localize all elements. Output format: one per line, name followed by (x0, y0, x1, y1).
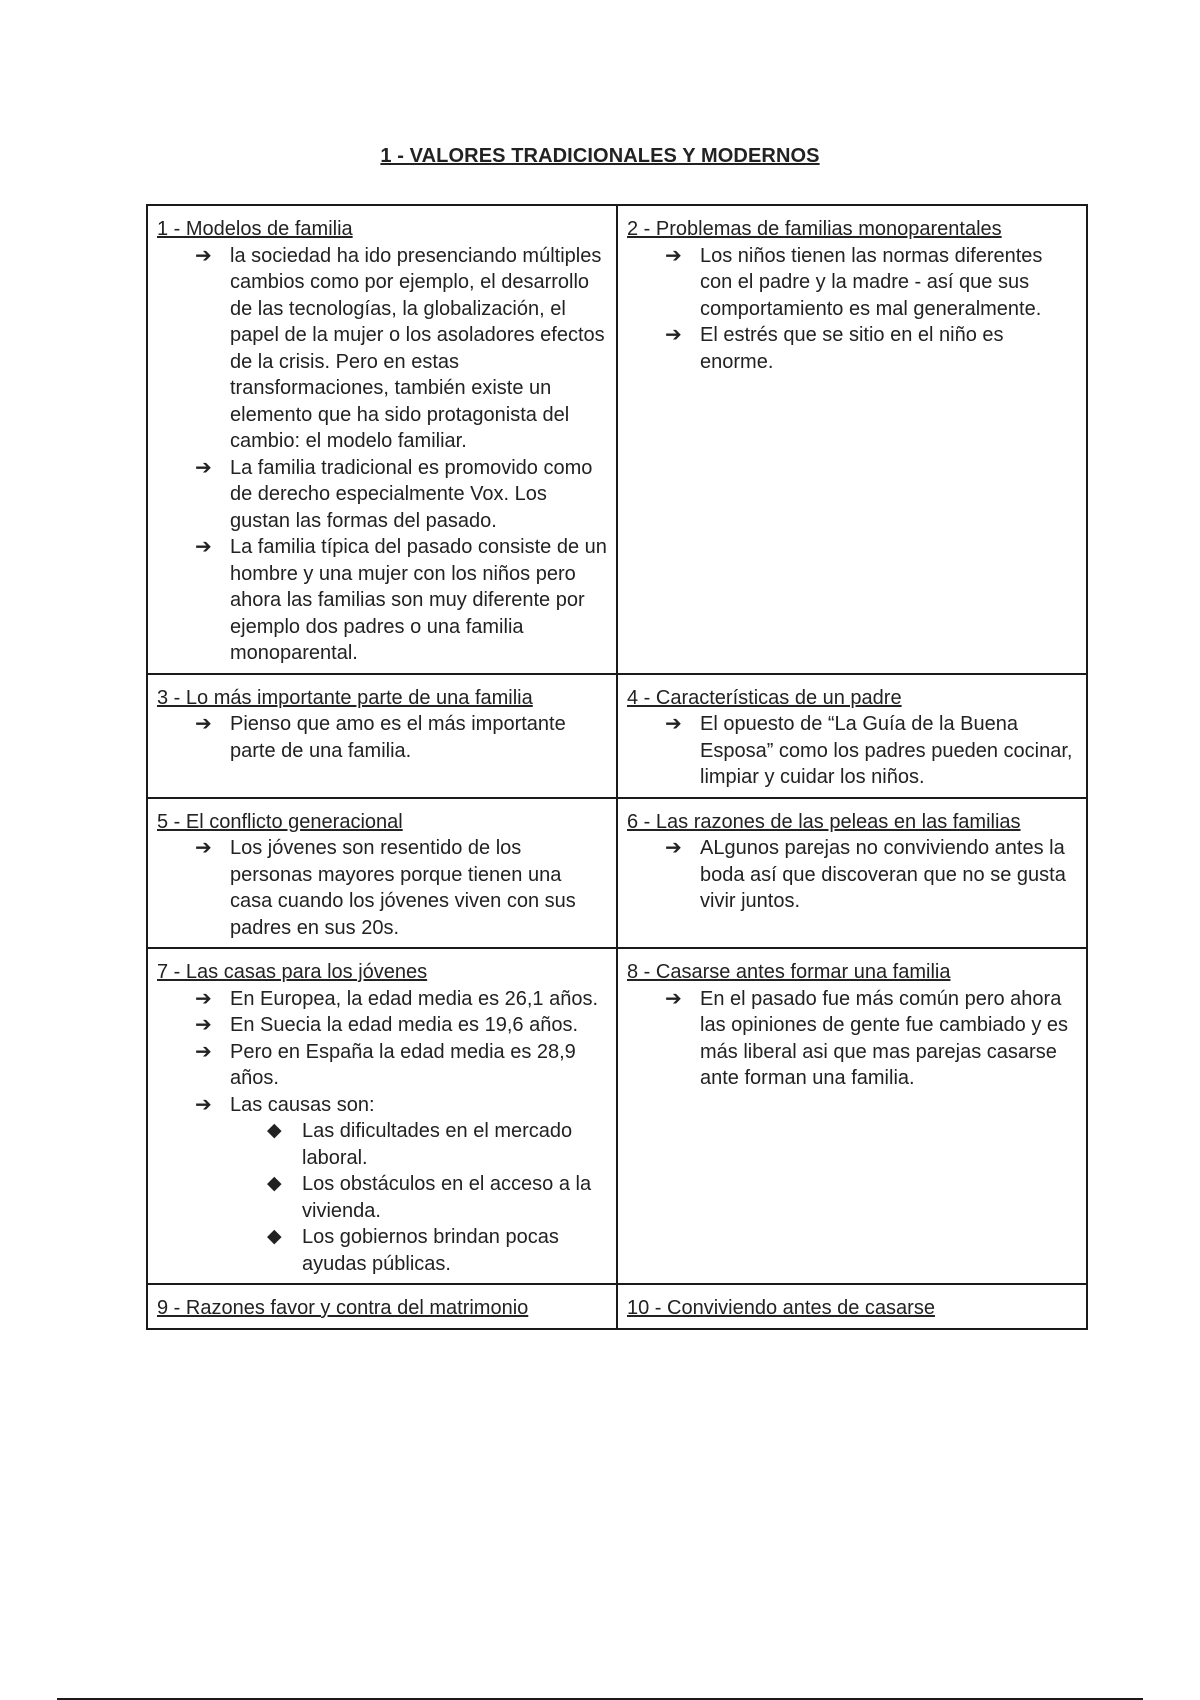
diamond-bullet-icon: ◆ (267, 1226, 282, 1247)
right-arrow-icon: ➔ (665, 324, 682, 346)
diamond-bullet-icon: ◆ (267, 1173, 282, 1194)
list-item-text: Pero en España la edad media es 28,9 años. (230, 1040, 576, 1089)
right-arrow-icon: ➔ (195, 1093, 212, 1116)
list-item-text: ALgunos parejas no conviviendo antes la boda así que discoveran que no se gusta vivir juntos. (700, 837, 1066, 912)
right-arrow-icon: ➔ (665, 837, 682, 859)
list-item-text: Los niños tienen las normas diferentes con el padre y la madre - así que sus comportamiento es mal generalmente. (700, 244, 1043, 320)
list-item (665, 986, 1078, 1092)
right-arrow-icon: ➔ (195, 1014, 212, 1036)
list-item (195, 1092, 608, 1278)
list-item-text: Los jóvenes son resentido de los personas mayores porque tienen una casa cuando los jóvenes viven con sus padres en sus 20s. (230, 837, 576, 939)
list-item-text: El opuesto de “La Guía de la Buena Esposa” como los padres pueden cocinar, limpiar y cuidar los niños. (700, 713, 1073, 788)
list-item (665, 711, 1078, 791)
list-item-text: La familia típica del pasado consiste de un hombre y una mujer con los niños pero ahora las familias son muy diferente por ejemplo dos padres o una familia monoparental. (230, 536, 607, 664)
bullet-list (627, 835, 1078, 915)
right-arrow-icon: ➔ (195, 536, 212, 558)
bullet-list (157, 711, 608, 764)
list-item-text: la sociedad ha ido presenciando múltiples cambios como por ejemplo, el desarrollo de las tecnologías, la globalización, el papel de la mujer o los asoladores efectos de la crisis. Pero en estas transformaciones, también existe un elemento que ha sido protagonista del cambio: el modelo familiar. (230, 244, 605, 452)
bullet-list (157, 986, 608, 1278)
topic-heading: 10 - Conviviendo antes de casarse (627, 1297, 935, 1319)
list-item (665, 322, 1078, 375)
list-item-text: En Suecia la edad media es 19,6 años. (230, 1014, 579, 1036)
topic-heading: 6 - Las razones de las peleas en las familias (627, 810, 1021, 833)
topic-cell (147, 948, 617, 1284)
sub-list-item-text: Los gobiernos brindan pocas ayudas públicas. (302, 1226, 559, 1275)
right-arrow-icon: ➔ (665, 987, 682, 1010)
bullet-list (157, 243, 608, 667)
list-item (195, 243, 608, 455)
topic-heading: 9 - Razones favor y contra del matrimonio (157, 1297, 529, 1319)
sub-list-item (267, 1171, 608, 1224)
right-arrow-icon: ➔ (665, 244, 682, 267)
topic-cell (147, 205, 617, 674)
list-item-text: Pienso que amo es el más importante parte de una familia. (230, 713, 566, 762)
topic-cell (617, 948, 1087, 1284)
list-item-text: En el pasado fue más común pero ahora las opiniones de gente fue cambiado y es más liberal asi que mas parejas casarse ante forman una familia. (700, 987, 1069, 1089)
right-arrow-icon: ➔ (665, 713, 682, 735)
topic-heading: 4 - Características de un padre (627, 686, 902, 709)
topic-cell (147, 1284, 617, 1329)
bullet-list (627, 711, 1078, 791)
list-item-text: Las causas son: (230, 1093, 375, 1116)
list-item (665, 243, 1078, 323)
topic-heading: 5 - El conflicto generacional (157, 810, 403, 833)
list-item (195, 835, 608, 941)
list-item (195, 1039, 608, 1092)
right-arrow-icon: ➔ (195, 1040, 212, 1063)
table-row (147, 1284, 1087, 1329)
list-item (195, 534, 608, 667)
list-item (195, 1012, 608, 1039)
sub-list-item-text: Los obstáculos en el acceso a la vivienda. (302, 1173, 592, 1222)
topic-heading: 8 - Casarse antes formar una familia (627, 961, 951, 983)
table-row (147, 798, 1087, 949)
bullet-list (157, 835, 608, 941)
list-item-text: La familia tradicional es promovido como de derecho especialmente Vox. Los gustan las formas del pasado. (230, 456, 593, 532)
list-item (195, 455, 608, 535)
topic-cell (617, 1284, 1087, 1329)
topic-cell (147, 798, 617, 949)
list-item-text: El estrés que se sitio en el niño es enorme. (700, 324, 1004, 373)
topic-heading: 7 - Las casas para los jóvenes (157, 961, 428, 983)
right-arrow-icon: ➔ (195, 837, 212, 859)
right-arrow-icon: ➔ (195, 987, 212, 1010)
right-arrow-icon: ➔ (195, 713, 212, 735)
topic-heading: 3 - Lo más importante parte de una familia (157, 686, 533, 709)
list-item (195, 986, 608, 1013)
topic-cell (147, 674, 617, 798)
topic-cell (617, 205, 1087, 674)
table-row (147, 674, 1087, 798)
list-item (195, 711, 608, 764)
list-item-text: En Europea, la edad media es 26,1 años. (230, 987, 599, 1010)
bullet-list (627, 986, 1078, 1092)
table-row (147, 205, 1087, 674)
sub-list-item (267, 1224, 608, 1277)
page-title: 1 - VALORES TRADICIONALES Y MODERNOS (380, 145, 820, 167)
table-row (147, 948, 1087, 1284)
sub-bullet-list (230, 1118, 608, 1277)
right-arrow-icon: ➔ (195, 244, 212, 267)
topic-heading: 2 - Problemas de familias monoparentales (627, 218, 1002, 240)
topic-cell (617, 674, 1087, 798)
diamond-bullet-icon: ◆ (267, 1120, 282, 1141)
topic-heading: 1 - Modelos de familia (157, 218, 353, 240)
list-item (665, 835, 1078, 915)
bullet-list (627, 243, 1078, 376)
topic-cell (617, 798, 1087, 949)
right-arrow-icon: ➔ (195, 456, 212, 479)
sub-list-item (267, 1118, 608, 1171)
sub-list-item-text: Las dificultades en el mercado laboral. (302, 1120, 573, 1169)
notes-table (146, 204, 1088, 1330)
